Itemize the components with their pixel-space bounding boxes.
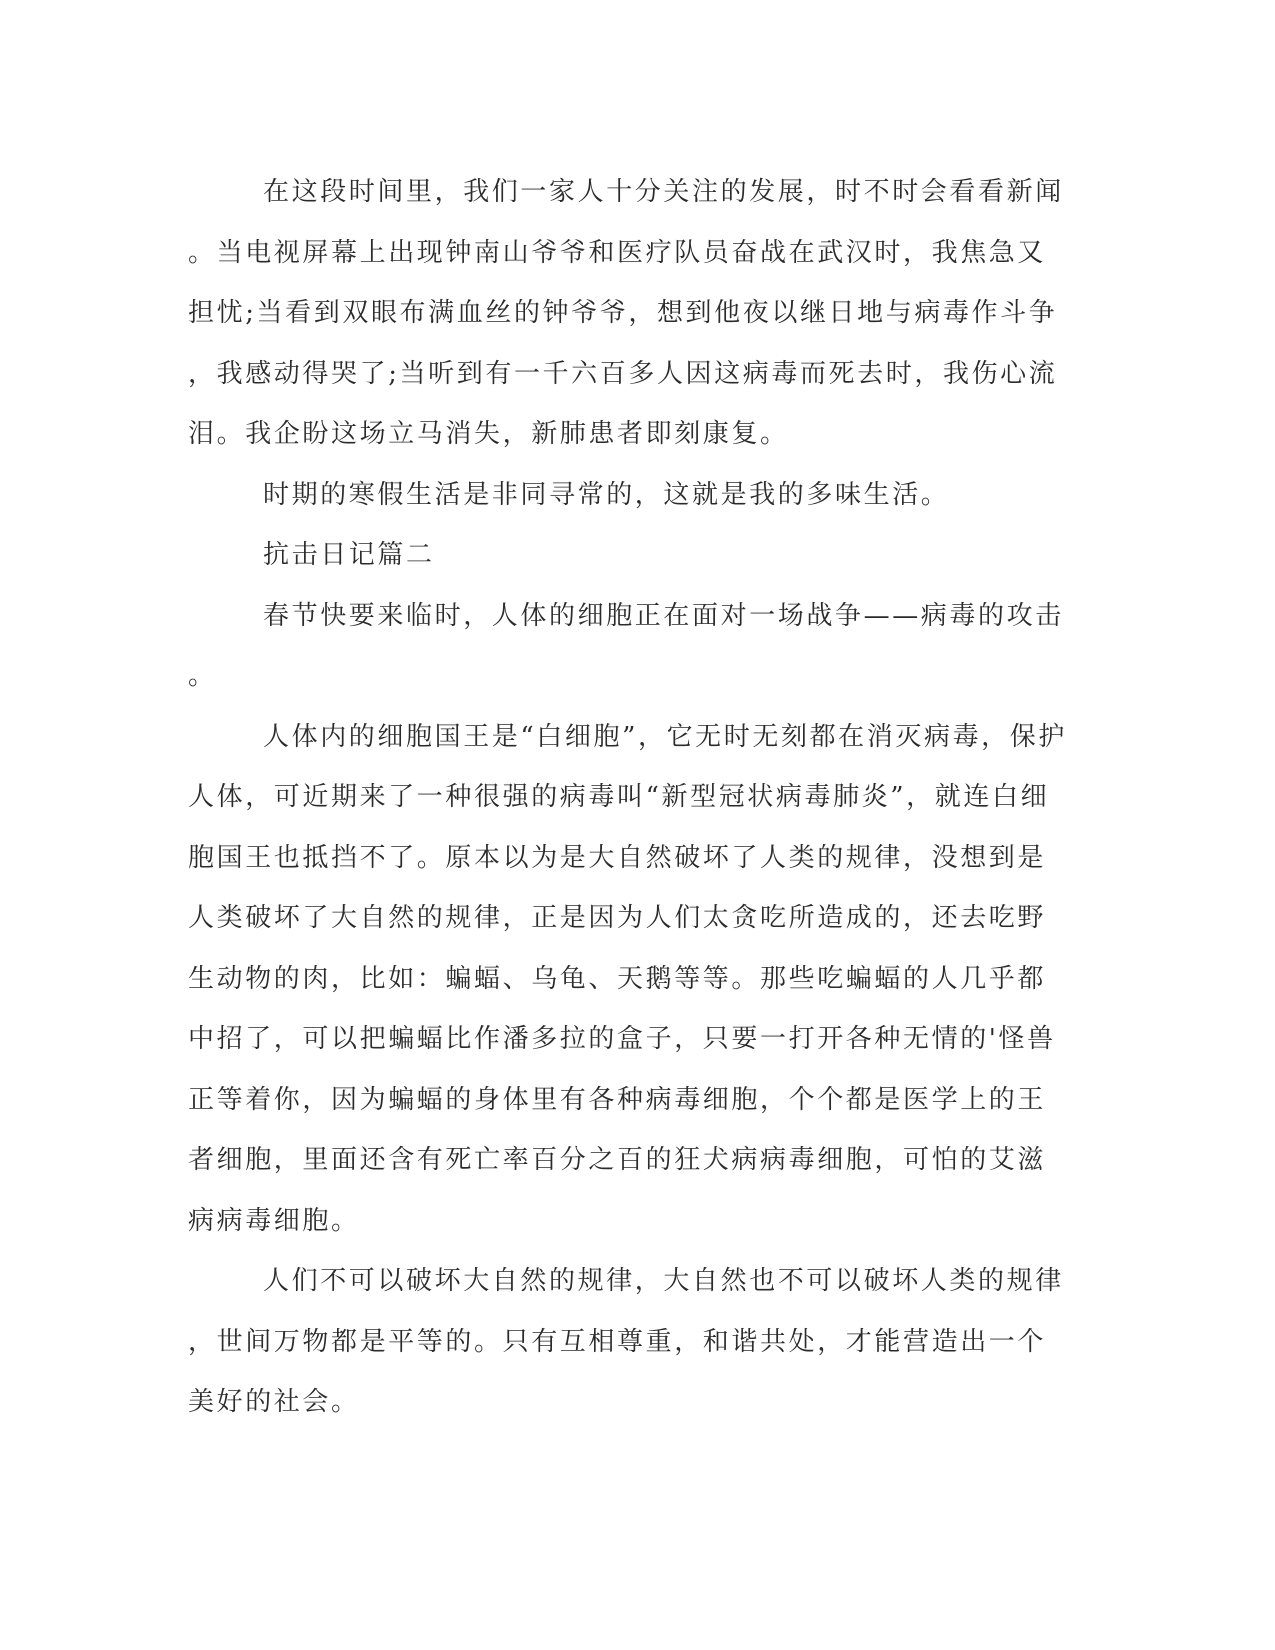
text-line-3: 担忧;当看到双眼布满血丝的钟爷爷，想到他夜以继日地与病毒作斗争 bbox=[188, 298, 1058, 328]
text-line-8: 春节快要来临时，人体的细胞正在面对一场战争——病毒的攻击 bbox=[263, 600, 1064, 631]
text-line-10: 人体内的细胞国王是“白细胞”，它无时无刻都在消灭病毒，保护 bbox=[263, 721, 1067, 752]
text-line-16: 正等着你，因为蝙蝠的身体里有各种病毒细胞，个个都是医学上的王 bbox=[188, 1084, 1047, 1115]
text-line-18: 病病毒细胞。 bbox=[188, 1205, 360, 1236]
text-line-15: 中招了，可以把蝙蝠比作潘多拉的盒子，只要一打开各种无情的'怪兽 bbox=[188, 1024, 1056, 1054]
text-line-12: 胞国王也抵挡不了。原本以为是大自然破坏了人类的规律，没想到是 bbox=[188, 842, 1047, 873]
text-line-17: 者细胞，里面还含有死亡率百分之百的狂犬病病毒细胞，可怕的艾滋 bbox=[188, 1145, 1047, 1175]
text-line-11: 人体，可近期来了一种很强的病毒叫“新型冠状病毒肺炎”，就连白细 bbox=[188, 782, 1050, 812]
text-line-19: 人们不可以破坏大自然的规律，大自然也不可以破坏人类的规律 bbox=[263, 1266, 1064, 1296]
text-line-4: ，我感动得哭了;当听到有一千六百多人因这病毒而死去时，我伤心流 bbox=[188, 358, 1058, 389]
text-line-6: 时期的寒假生活是非同寻常的，这就是我的多味生活。 bbox=[263, 479, 950, 510]
text-line-20: ，世间万物都是平等的。只有互相尊重，和谐共处，才能营造出一个 bbox=[188, 1326, 1047, 1357]
text-line-9: 。 bbox=[188, 661, 217, 691]
text-line-21: 美好的社会。 bbox=[188, 1387, 360, 1417]
section-heading: 抗击日记篇二 bbox=[263, 540, 435, 570]
document-body bbox=[188, 162, 1068, 1433]
text-line-1: 在这段时间里，我们一家人十分关注的发展，时不时会看看新闻 bbox=[263, 177, 1064, 207]
text-line-2: 。当电视屏幕上出现钟南山爷爷和医疗队员奋战在武汉时，我焦急又 bbox=[188, 237, 1047, 268]
text-line-14: 生动物的肉，比如：蝙蝠、乌龟、天鹅等等。那些吃蝙蝠的人几乎都 bbox=[188, 963, 1047, 994]
text-line-13: 人类破坏了大自然的规律，正是因为人们太贪吃所造成的，还去吃野 bbox=[188, 903, 1047, 933]
text-line-5: 泪。我企盼这场立马消失，新肺患者即刻康复。 bbox=[188, 419, 789, 449]
